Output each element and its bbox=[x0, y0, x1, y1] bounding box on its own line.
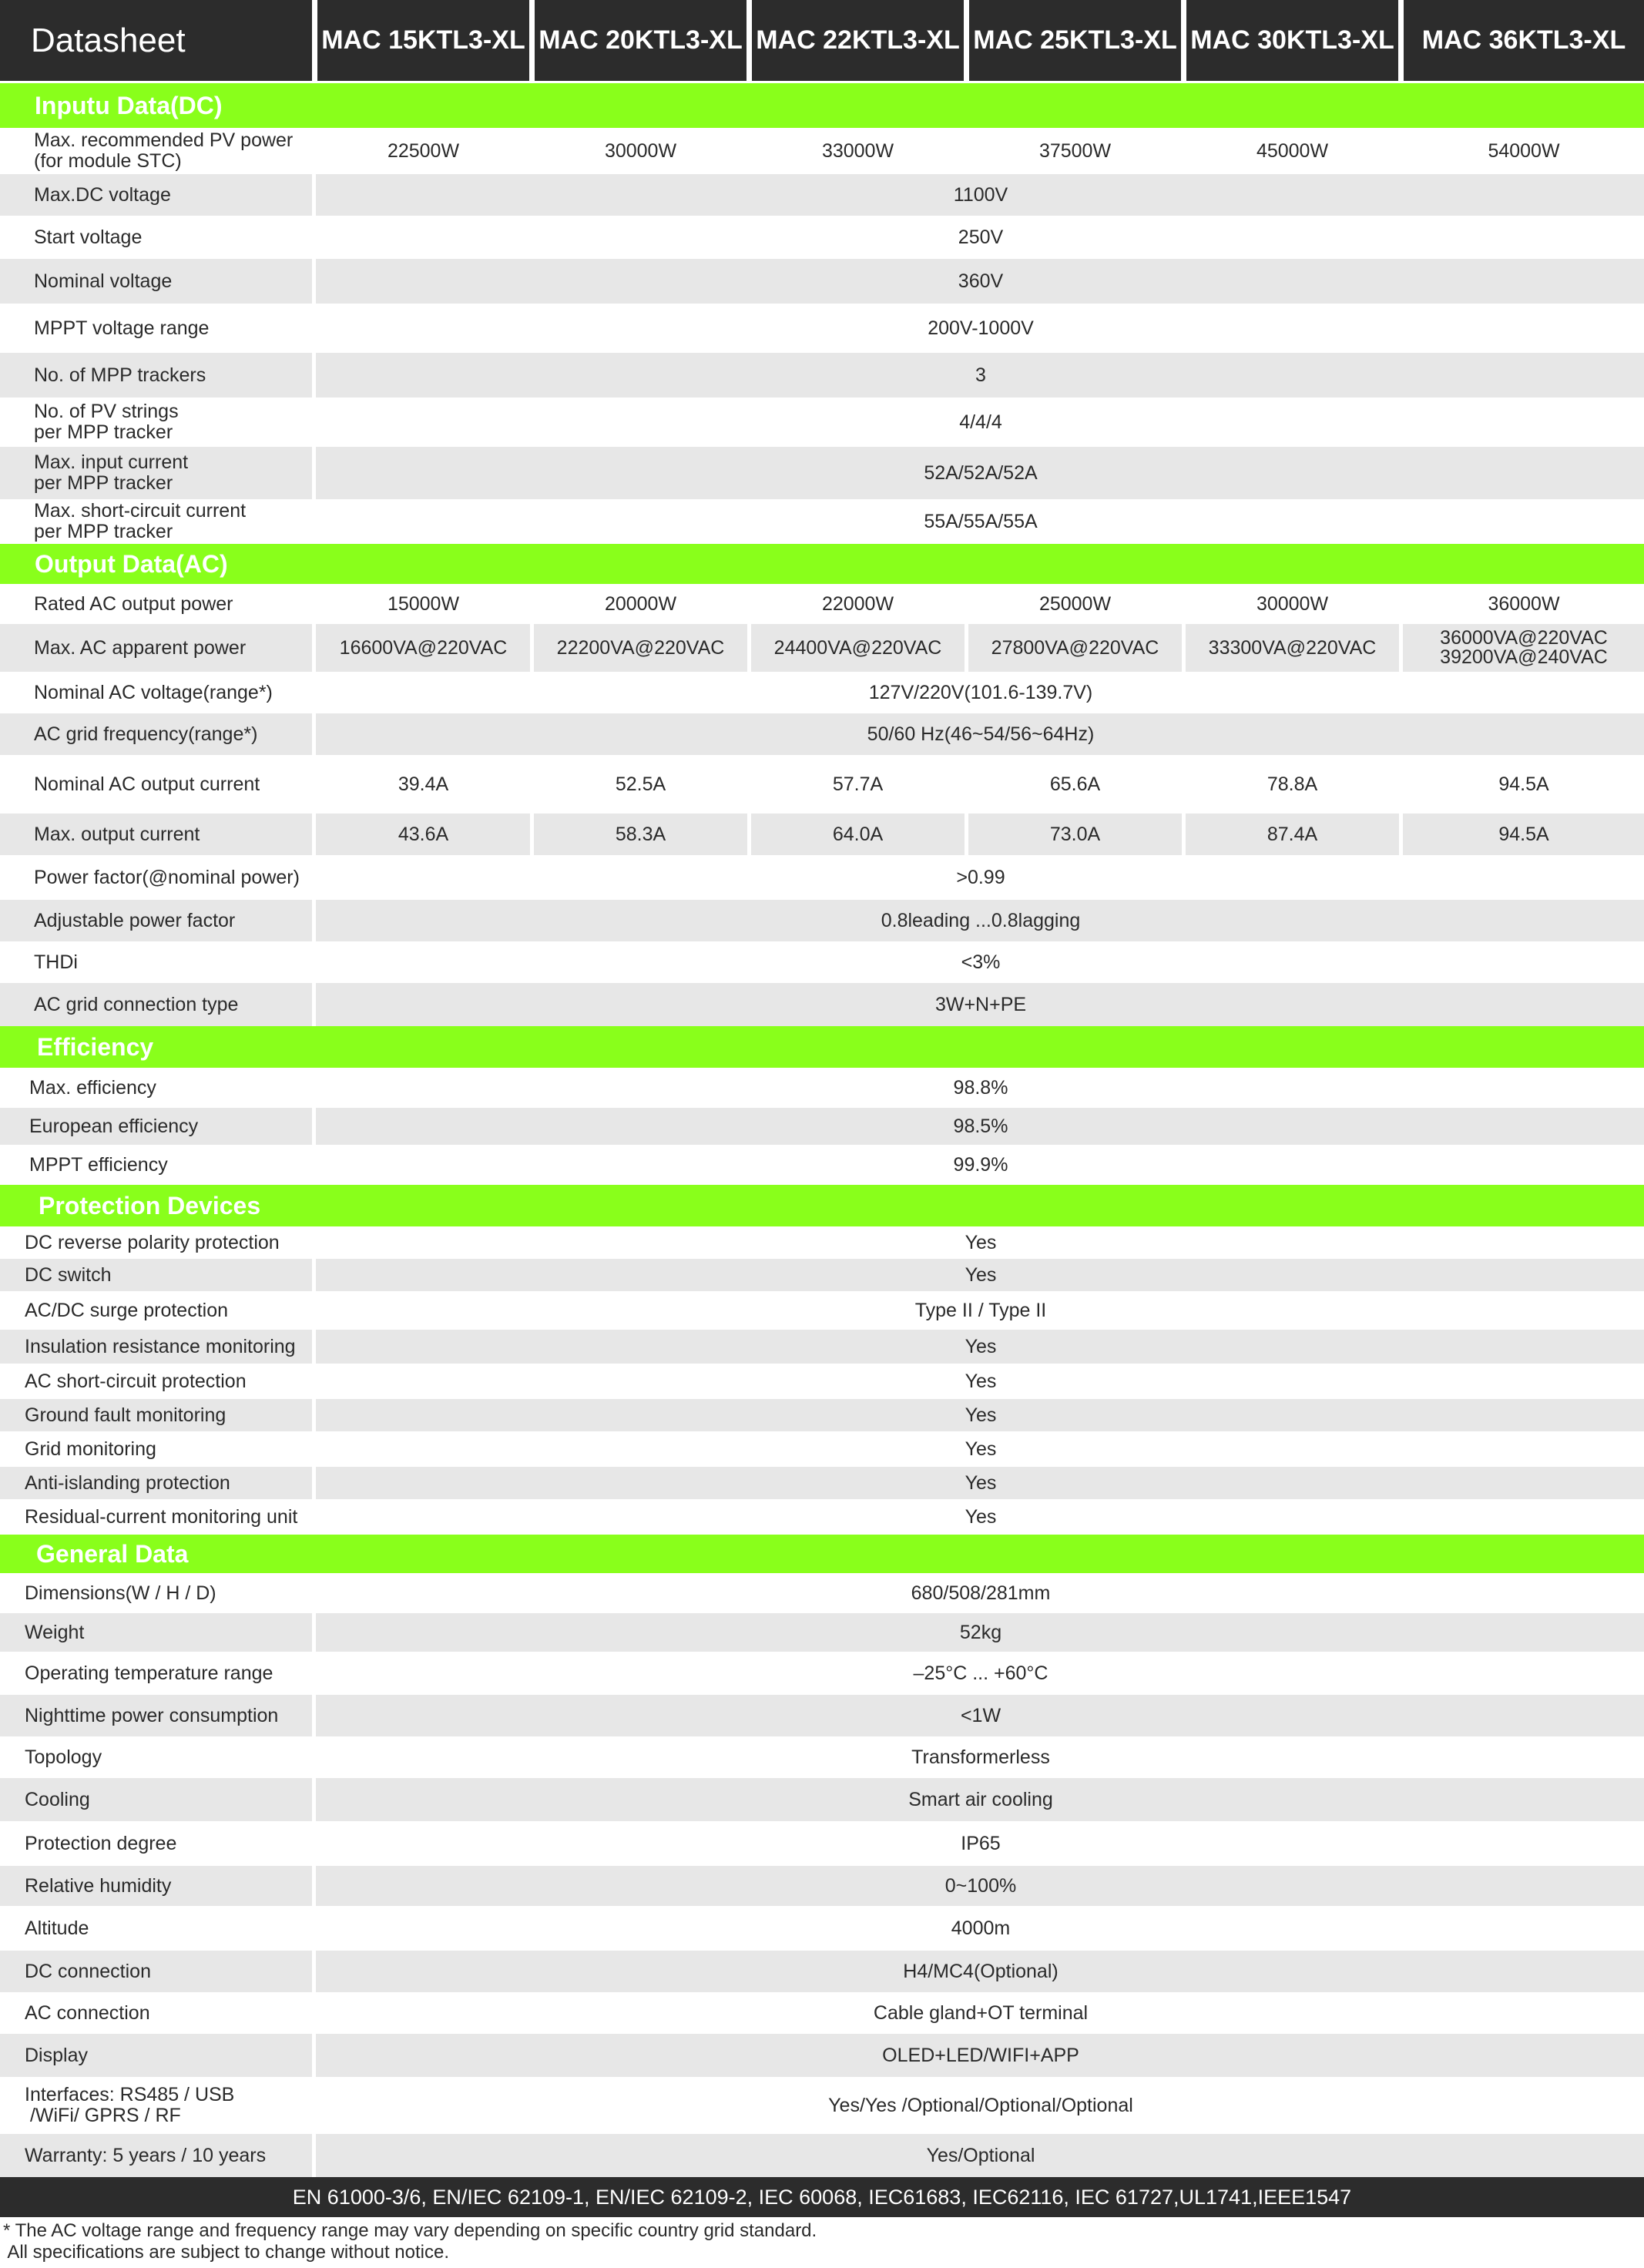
footnote-change-notice: All specifications are subject to change without notice. bbox=[3, 2242, 449, 2263]
column-divider bbox=[1182, 755, 1186, 814]
spec-row bbox=[0, 755, 1644, 814]
column-divider bbox=[747, 755, 751, 814]
spec-value: 3W+N+PE bbox=[934, 993, 1027, 1015]
column-divider bbox=[747, 128, 751, 174]
section-header-efficiency: Efficiency bbox=[0, 1026, 1644, 1068]
column-divider bbox=[1399, 128, 1403, 174]
column-divider bbox=[312, 1330, 316, 1364]
column-divider bbox=[312, 1467, 316, 1499]
spec-value: 200V-1000V bbox=[928, 317, 1034, 339]
spec-value: 65.6A bbox=[1049, 773, 1101, 795]
spec-value: Smart air cooling bbox=[908, 1788, 1053, 1810]
column-divider bbox=[312, 1259, 316, 1291]
column-divider bbox=[312, 1364, 316, 1399]
spec-value: 58.3A bbox=[615, 823, 666, 845]
model-header: MAC 25KTL3-XL bbox=[969, 0, 1181, 81]
column-divider bbox=[1182, 584, 1186, 624]
column-divider bbox=[747, 814, 751, 855]
spec-label: DC switch bbox=[25, 1263, 112, 1286]
column-divider bbox=[530, 584, 534, 624]
column-divider bbox=[312, 900, 316, 941]
spec-row bbox=[0, 398, 1644, 447]
column-divider bbox=[312, 1068, 316, 1108]
spec-label: European efficiency bbox=[29, 1115, 199, 1137]
column-divider bbox=[530, 755, 534, 814]
spec-row bbox=[0, 941, 1644, 983]
spec-label: Max.DC voltage bbox=[34, 183, 171, 206]
column-divider bbox=[312, 584, 316, 624]
spec-value: 36000VA@220VAC 39200VA@240VAC bbox=[1440, 627, 1608, 668]
spec-row bbox=[0, 2134, 1644, 2177]
spec-label: Max. efficiency bbox=[29, 1076, 156, 1099]
spec-value: H4/MC4(Optional) bbox=[903, 1960, 1059, 1982]
spec-label: Nominal voltage bbox=[34, 270, 173, 292]
spec-row bbox=[0, 1259, 1644, 1291]
spec-value: 98.8% bbox=[953, 1076, 1008, 1099]
spec-value: 127V/220V(101.6-139.7V) bbox=[868, 681, 1093, 703]
spec-value: Yes bbox=[965, 1263, 997, 1286]
spec-label: Adjustable power factor bbox=[34, 909, 236, 931]
spec-value: 52kg bbox=[959, 1621, 1002, 1643]
spec-row bbox=[0, 672, 1644, 713]
header-row bbox=[0, 0, 1644, 81]
column-divider bbox=[312, 814, 316, 855]
spec-row bbox=[0, 1431, 1644, 1467]
column-divider bbox=[312, 941, 316, 983]
spec-row bbox=[0, 1364, 1644, 1399]
column-divider bbox=[312, 1431, 316, 1467]
spec-row bbox=[0, 1778, 1644, 1821]
spec-label: MPPT efficiency bbox=[29, 1153, 168, 1176]
spec-label: Cooling bbox=[25, 1788, 90, 1810]
spec-value: 39.4A bbox=[398, 773, 449, 795]
spec-value: 0.8leading ...0.8lagging bbox=[881, 909, 1081, 931]
spec-value: OLED+LED/WIFI+APP bbox=[882, 2044, 1079, 2066]
spec-row bbox=[0, 713, 1644, 755]
spec-label: Interfaces: RS485 / USB /WiFi/ GPRS / RF bbox=[25, 2084, 235, 2126]
spec-value: 54000W bbox=[1488, 139, 1560, 162]
spec-label: AC short-circuit protection bbox=[25, 1370, 247, 1392]
spec-value: Yes/Yes /Optional/Optional/Optional bbox=[828, 2094, 1133, 2116]
column-divider bbox=[1399, 755, 1403, 814]
spec-row bbox=[0, 1399, 1644, 1431]
column-divider bbox=[1399, 814, 1403, 855]
spec-value: 4/4/4 bbox=[959, 411, 1002, 433]
spec-label: Power factor(@nominal power) bbox=[34, 866, 300, 888]
spec-row bbox=[0, 1330, 1644, 1364]
spec-label: AC grid connection type bbox=[34, 993, 239, 1015]
spec-label: Nominal AC output current bbox=[34, 773, 260, 795]
spec-value: Type II / Type II bbox=[914, 1299, 1047, 1321]
column-divider bbox=[312, 624, 316, 672]
spec-value: 15000W bbox=[387, 592, 460, 615]
spec-value: 99.9% bbox=[953, 1153, 1008, 1176]
spec-value: 33300VA@220VAC bbox=[1208, 636, 1377, 659]
spec-label: THDi bbox=[34, 951, 78, 973]
column-divider bbox=[312, 216, 316, 259]
spec-value: Yes bbox=[965, 1404, 997, 1426]
column-divider bbox=[312, 1695, 316, 1736]
spec-row bbox=[0, 1821, 1644, 1866]
spec-label: Max. AC apparent power bbox=[34, 636, 247, 659]
column-divider bbox=[965, 755, 968, 814]
spec-label: Max. short-circuit current per MPP tracker bbox=[34, 500, 247, 542]
column-divider bbox=[1399, 584, 1403, 624]
column-divider bbox=[1182, 624, 1186, 672]
spec-row bbox=[0, 1291, 1644, 1330]
column-divider bbox=[965, 814, 968, 855]
column-divider bbox=[312, 1866, 316, 1906]
spec-row bbox=[0, 1226, 1644, 1259]
spec-value: >0.99 bbox=[956, 866, 1005, 888]
spec-row bbox=[0, 1906, 1644, 1951]
column-divider bbox=[312, 174, 316, 216]
spec-value: Yes bbox=[965, 1335, 997, 1357]
column-divider bbox=[312, 1613, 316, 1652]
spec-value: 0~100% bbox=[944, 1874, 1017, 1897]
spec-label: Max. output current bbox=[34, 823, 200, 845]
spec-row bbox=[0, 1467, 1644, 1499]
model-header: MAC 15KTL3-XL bbox=[317, 0, 529, 81]
spec-label: No. of MPP trackers bbox=[34, 364, 206, 386]
column-divider bbox=[965, 128, 968, 174]
spec-label: Grid monitoring bbox=[25, 1438, 156, 1460]
spec-label: DC reverse polarity protection bbox=[25, 1231, 280, 1253]
spec-value: 73.0A bbox=[1049, 823, 1101, 845]
spec-value: Yes bbox=[965, 1438, 997, 1460]
spec-value: <3% bbox=[961, 951, 1001, 973]
spec-label: Max. input current per MPP tracker bbox=[34, 451, 189, 494]
spec-row bbox=[0, 1499, 1644, 1535]
spec-row bbox=[0, 584, 1644, 624]
spec-label: Operating temperature range bbox=[25, 1662, 273, 1684]
spec-value: 680/508/281mm bbox=[911, 1582, 1051, 1604]
column-divider bbox=[1399, 624, 1403, 672]
column-divider bbox=[312, 2134, 316, 2177]
spec-label: Anti-islanding protection bbox=[25, 1471, 230, 1494]
spec-row bbox=[0, 1068, 1644, 1108]
spec-row bbox=[0, 814, 1644, 855]
spec-row bbox=[0, 216, 1644, 259]
spec-value: Yes bbox=[965, 1231, 997, 1253]
column-divider bbox=[312, 128, 316, 174]
spec-row bbox=[0, 983, 1644, 1026]
spec-value: <1W bbox=[960, 1704, 1001, 1726]
spec-row bbox=[0, 353, 1644, 398]
spec-value: 22500W bbox=[387, 139, 460, 162]
section-header-inputu-data-dc: Inputu Data(DC) bbox=[0, 83, 1644, 128]
column-divider bbox=[747, 584, 751, 624]
column-divider bbox=[747, 624, 751, 672]
spec-value: 45000W bbox=[1256, 139, 1329, 162]
spec-value: 87.4A bbox=[1267, 823, 1318, 845]
section-header-general-data: General Data bbox=[0, 1535, 1644, 1573]
spec-label: No. of PV strings per MPP tracker bbox=[34, 401, 179, 443]
spec-value: Yes bbox=[965, 1370, 997, 1392]
spec-row bbox=[0, 499, 1644, 544]
spec-value: 78.8A bbox=[1267, 773, 1318, 795]
section-header-output-data-ac: Output Data(AC) bbox=[0, 544, 1644, 584]
spec-value: 52.5A bbox=[615, 773, 666, 795]
spec-row bbox=[0, 900, 1644, 941]
spec-label: Max. recommended PV power (for module STC) bbox=[34, 129, 294, 172]
spec-value: 27800VA@220VAC bbox=[991, 636, 1159, 659]
column-divider bbox=[312, 1778, 316, 1821]
column-divider bbox=[312, 1821, 316, 1866]
column-divider bbox=[965, 584, 968, 624]
standards-bar: EN 61000-3/6, EN/IEC 62109-1, EN/IEC 62109-2, IEC 60068, IEC61683, IEC62116, IEC 61727,UL1741,IEEE1547 bbox=[0, 2177, 1644, 2217]
spec-label: Insulation resistance monitoring bbox=[25, 1335, 296, 1357]
spec-row bbox=[0, 174, 1644, 216]
column-divider bbox=[530, 624, 534, 672]
column-divider bbox=[1182, 128, 1186, 174]
spec-row bbox=[0, 855, 1644, 900]
column-divider bbox=[312, 259, 316, 304]
spec-label: Altitude bbox=[25, 1917, 89, 1939]
column-divider bbox=[312, 398, 316, 447]
column-divider bbox=[312, 1652, 316, 1695]
spec-row bbox=[0, 128, 1644, 174]
column-divider bbox=[312, 353, 316, 398]
spec-label: Rated AC output power bbox=[34, 592, 233, 615]
spec-value: Cable gland+OT terminal bbox=[873, 2001, 1089, 2024]
spec-label: DC connection bbox=[25, 1960, 151, 1982]
spec-value: 43.6A bbox=[398, 823, 449, 845]
column-divider bbox=[1182, 814, 1186, 855]
spec-value: 25000W bbox=[1038, 592, 1112, 615]
spec-row bbox=[0, 2034, 1644, 2077]
spec-label: Dimensions(W / H / D) bbox=[25, 1582, 216, 1604]
column-divider bbox=[312, 672, 316, 713]
spec-label: Topology bbox=[25, 1746, 102, 1768]
column-divider bbox=[312, 1291, 316, 1330]
spec-label: Weight bbox=[25, 1621, 85, 1643]
spec-value: Yes/Optional bbox=[926, 2144, 1035, 2166]
model-header: MAC 36KTL3-XL bbox=[1404, 0, 1644, 81]
spec-value: 55A/55A/55A bbox=[924, 510, 1038, 532]
column-divider bbox=[312, 855, 316, 900]
spec-value: 50/60 Hz(46~54/56~64Hz) bbox=[867, 723, 1095, 745]
spec-value: 37500W bbox=[1038, 139, 1112, 162]
spec-value: 24400VA@220VAC bbox=[773, 636, 942, 659]
spec-row bbox=[0, 1613, 1644, 1652]
spec-value: Yes bbox=[965, 1471, 997, 1494]
column-divider bbox=[312, 755, 316, 814]
spec-row bbox=[0, 1736, 1644, 1778]
column-divider bbox=[312, 499, 316, 544]
spec-label: Display bbox=[25, 2044, 88, 2066]
spec-row bbox=[0, 624, 1644, 672]
column-divider bbox=[312, 1906, 316, 1951]
spec-label: MPPT voltage range bbox=[34, 317, 210, 339]
spec-label: Ground fault monitoring bbox=[25, 1404, 226, 1426]
column-divider bbox=[312, 447, 316, 499]
column-divider bbox=[312, 2034, 316, 2077]
column-divider bbox=[312, 1573, 316, 1613]
spec-row bbox=[0, 1992, 1644, 2034]
spec-label: Protection degree bbox=[25, 1832, 177, 1854]
spec-value: 1100V bbox=[953, 183, 1008, 206]
spec-label: Start voltage bbox=[34, 226, 143, 248]
spec-value: 16600VA@220VAC bbox=[339, 636, 508, 659]
spec-value: 36000W bbox=[1488, 592, 1560, 615]
column-divider bbox=[312, 713, 316, 755]
column-divider bbox=[530, 814, 534, 855]
spec-value: 4000m bbox=[951, 1917, 1011, 1939]
model-header: MAC 22KTL3-XL bbox=[752, 0, 964, 81]
spec-label: Relative humidity bbox=[25, 1874, 172, 1897]
column-divider bbox=[312, 1736, 316, 1778]
model-header: MAC 20KTL3-XL bbox=[535, 0, 747, 81]
spec-value: 22200VA@220VAC bbox=[556, 636, 725, 659]
column-divider bbox=[312, 1951, 316, 1992]
column-divider bbox=[312, 983, 316, 1026]
spec-value: 22000W bbox=[821, 592, 894, 615]
spec-label: Warranty: 5 years / 10 years bbox=[25, 2144, 267, 2166]
model-header: MAC 30KTL3-XL bbox=[1186, 0, 1398, 81]
spec-row bbox=[0, 1951, 1644, 1992]
spec-row bbox=[0, 259, 1644, 304]
spec-row bbox=[0, 1145, 1644, 1185]
footnote-voltage-range: * The AC voltage range and frequency range may vary depending on specific country grid standard. bbox=[3, 2220, 817, 2241]
spec-value: 98.5% bbox=[953, 1115, 1008, 1137]
spec-value: Transformerless bbox=[911, 1746, 1050, 1768]
spec-row bbox=[0, 1108, 1644, 1145]
spec-value: IP65 bbox=[961, 1832, 1001, 1854]
spec-value: 94.5A bbox=[1498, 773, 1549, 795]
column-divider bbox=[312, 1499, 316, 1535]
spec-label: Residual-current monitoring unit bbox=[25, 1505, 298, 1528]
spec-value: 64.0A bbox=[832, 823, 884, 845]
column-divider bbox=[312, 304, 316, 353]
column-divider bbox=[312, 1145, 316, 1185]
column-divider bbox=[312, 1399, 316, 1431]
datasheet-title: Datasheet bbox=[0, 0, 312, 81]
spec-value: –25°C ... +60°C bbox=[913, 1662, 1048, 1684]
spec-label: Nominal AC voltage(range*) bbox=[34, 681, 273, 703]
spec-row bbox=[0, 1573, 1644, 1613]
spec-label: AC/DC surge protection bbox=[25, 1299, 229, 1321]
spec-label: AC connection bbox=[25, 2001, 150, 2024]
spec-row bbox=[0, 304, 1644, 353]
spec-value: 33000W bbox=[821, 139, 894, 162]
column-divider bbox=[312, 1226, 316, 1259]
column-divider bbox=[965, 624, 968, 672]
column-divider bbox=[312, 2077, 316, 2134]
spec-value: 30000W bbox=[604, 139, 677, 162]
column-divider bbox=[530, 128, 534, 174]
spec-row bbox=[0, 2077, 1644, 2134]
spec-value: 94.5A bbox=[1498, 823, 1549, 845]
spec-row bbox=[0, 1695, 1644, 1736]
spec-row bbox=[0, 1652, 1644, 1695]
spec-value: 52A/52A/52A bbox=[924, 461, 1038, 484]
spec-value: 250V bbox=[958, 226, 1004, 248]
spec-row bbox=[0, 447, 1644, 499]
column-divider bbox=[312, 1108, 316, 1145]
section-header-protection-devices: Protection Devices bbox=[0, 1185, 1644, 1226]
spec-value: 57.7A bbox=[832, 773, 884, 795]
spec-label: AC grid frequency(range*) bbox=[34, 723, 258, 745]
spec-value: 30000W bbox=[1256, 592, 1329, 615]
spec-value: 20000W bbox=[604, 592, 677, 615]
spec-value: Yes bbox=[965, 1505, 997, 1528]
spec-label: Nighttime power consumption bbox=[25, 1704, 279, 1726]
spec-value: 3 bbox=[975, 364, 986, 386]
column-divider bbox=[312, 1992, 316, 2034]
spec-row bbox=[0, 1866, 1644, 1906]
spec-value: 360V bbox=[958, 270, 1004, 292]
